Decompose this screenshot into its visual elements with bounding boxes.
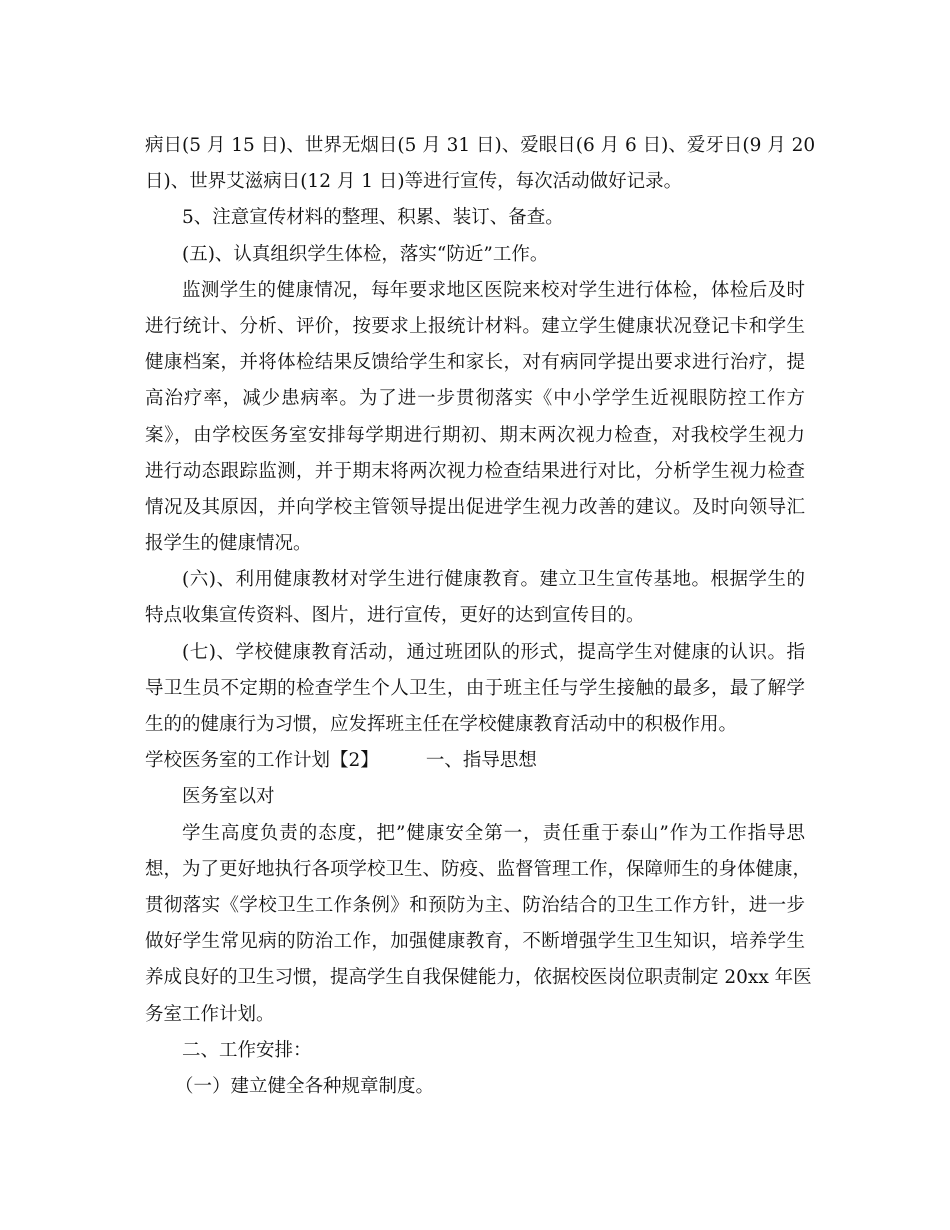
section-title: 学校医务室的工作计划【2】 一、指导思想 [145, 750, 537, 772]
text-line: (七)、学校健康教育活动，通过班团队的形式，提高学生对健康的认识。指 [182, 641, 805, 663]
text-line: 学生高度负责的态度，把”健康安全第一，责任重于泰山”作为工作指导思 [182, 822, 805, 844]
text-line: 进行动态跟踪监测，并于期末将两次视力检查结果进行对比，分析学生视力检查 [145, 460, 805, 482]
text-line: 导卫生员不定期的检查学生个人卫生，由于班主任与学生接触的最多，最了解学 [145, 677, 805, 699]
document-body [145, 128, 816, 1105]
text-line: 生的的健康行为习惯，应发挥班主任在学校健康教育活动中的积极作用。 [145, 714, 738, 735]
text-line: 贯彻落实《学校卫生工作条例》和预防为主、防治结合的卫生工作方针，进一步 [145, 894, 805, 916]
text-line: 养成良好的卫生习惯，提高学生自我保健能力，依据校医岗位职责制定 20xx 年医 [145, 967, 812, 989]
section-heading: (五)、认真组织学生体检，落实“防近”工作。 [182, 243, 549, 265]
text-line: (六)、利用健康教材对学生进行健康教育。建立卫生宣传基地。根据学生的 [182, 569, 805, 591]
text-line: 医务室以对 [182, 786, 275, 808]
text-line: 案》，由学校医务室安排每学期进行期初、期末两次视力检查，对我校学生视力 [145, 424, 805, 446]
text-line: 监测学生的健康情况，每年要求地区医院来校对学生进行体检，体检后及时 [182, 279, 805, 301]
text-line: 务室工作计划。 [145, 1003, 275, 1025]
text-line: 情况及其原因，并向学校主管领导提出促进学生视力改善的建议。及时向领导汇 [145, 496, 805, 518]
section-heading: （一）建立健全各种规章制度。 [175, 1075, 435, 1097]
text-line: 5、注意宣传材料的整理、积累、装订、备查。 [182, 207, 564, 229]
text-line: 特点收集宣传资料、图片，进行宣传，更好的达到宣传目的。 [145, 605, 645, 627]
text-line: 做好学生常见病的防治工作，加强健康教育，不断增强学生卫生知识，培养学生 [145, 931, 805, 953]
text-line: 健康档案，并将体检结果反馈给学生和家长，对有病同学提出要求进行治疗，提 [145, 352, 805, 374]
text-line: 病日(5 月 15 日)、世界无烟日(5 月 31 日)、爱眼日(6 月 6 日)、爱牙日(9 月 20 [145, 135, 816, 156]
text-line: 日)、世界艾滋病日(12 月 1 日)等进行宣传，每次活动做好记录。 [145, 171, 683, 193]
text-line: 进行统计、分析、评价，按要求上报统计材料。建立学生健康状况登记卡和学生 [145, 315, 805, 337]
section-heading: 二、工作安排： [182, 1039, 312, 1061]
text-line: 高治疗率，减少患病率。为了进一步贯彻落实《中小学学生近视眼防控工作方 [145, 388, 805, 410]
text-line: 想，为了更好地执行各项学校卫生、防疫、监督管理工作，保障师生的身体健康， [145, 858, 812, 880]
text-line: 报学生的健康情况。 [145, 533, 312, 555]
